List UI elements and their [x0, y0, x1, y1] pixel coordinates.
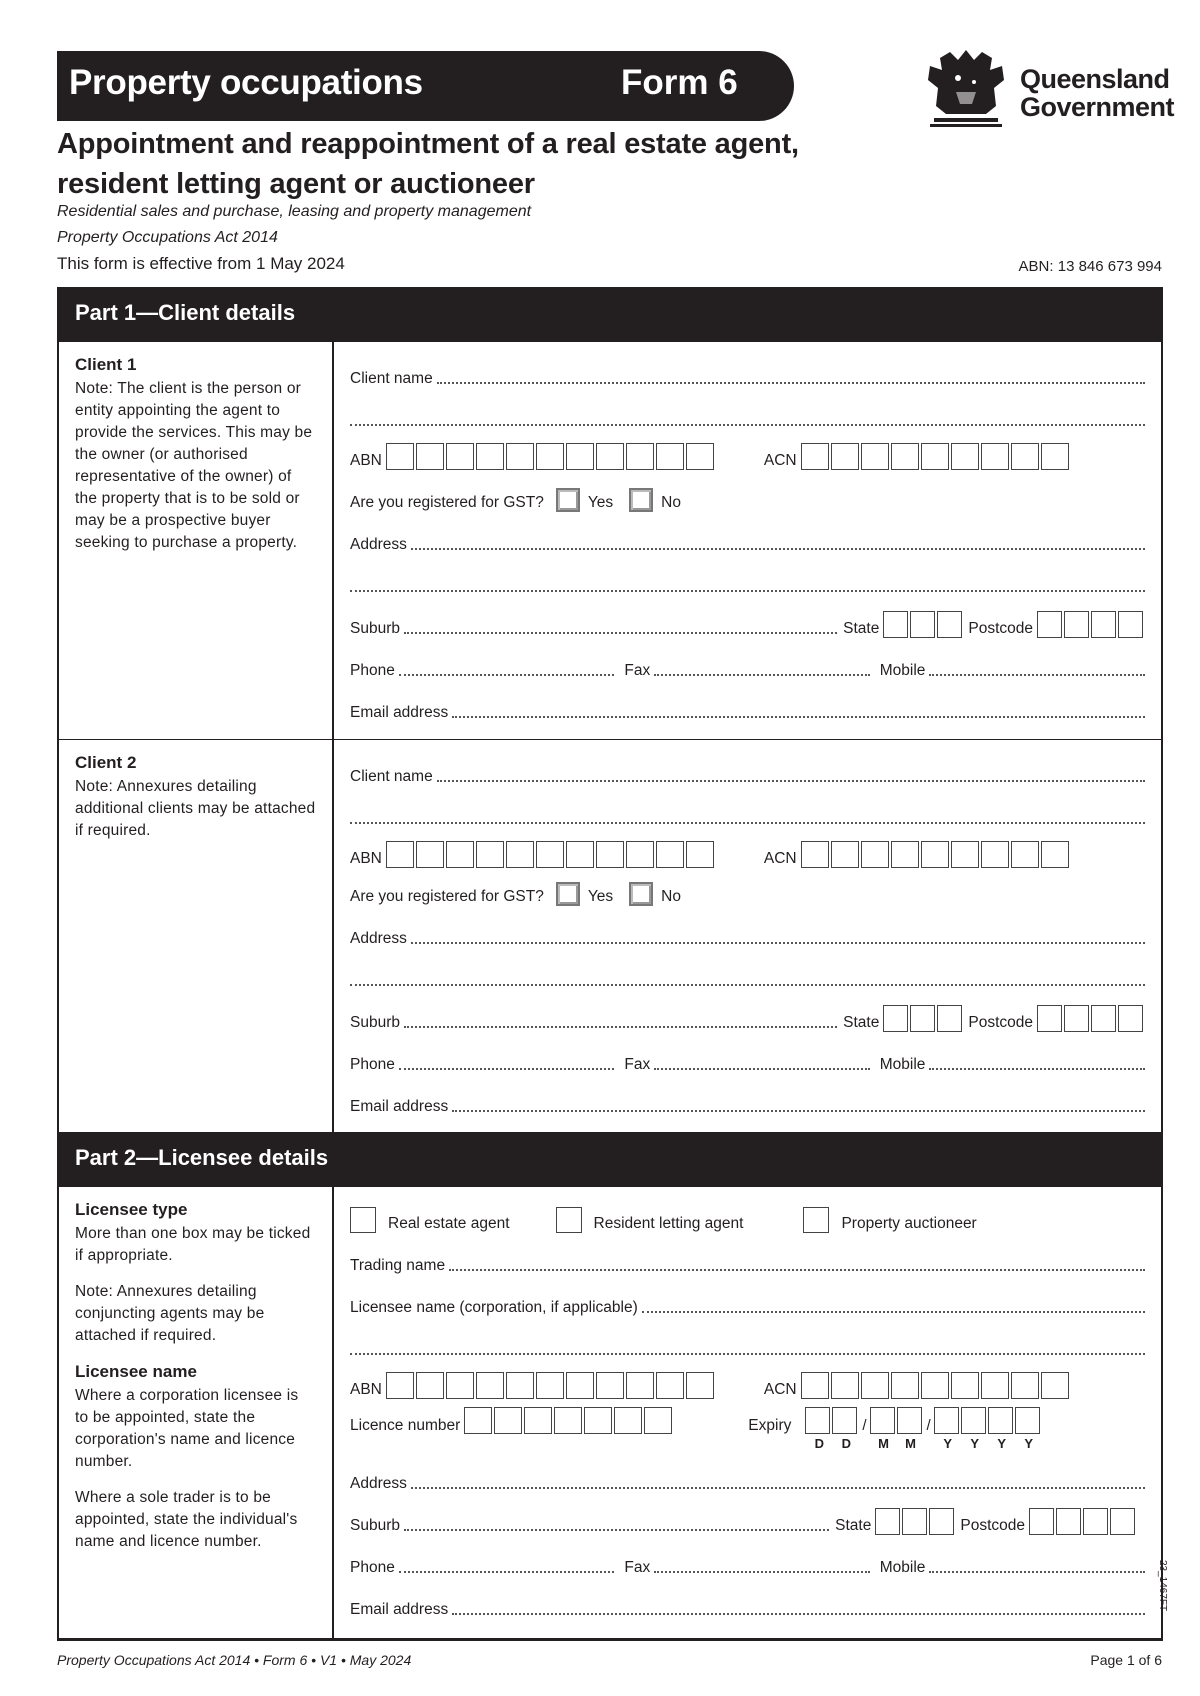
client1-suburb-row — [350, 596, 1145, 638]
government-abn: ABN: 13 846 673 994 — [1018, 258, 1162, 275]
mobile-label: Mobile — [879, 1056, 926, 1073]
client-name-label: Client name — [350, 768, 433, 785]
client1-abn-acn-row — [350, 430, 1145, 470]
licensee-email-row — [350, 1577, 1145, 1619]
expiry-month-label: M — [878, 1436, 889, 1451]
client1-mobile-input[interactable] — [929, 674, 1145, 676]
gst-no-label: No — [661, 494, 681, 511]
licensee-postcode-input[interactable] — [1029, 1508, 1137, 1535]
footer-reference: Property Occupations Act 2014 • Form 6 • V1 • May 2024 — [57, 1652, 412, 1668]
expiry-year-label: Y — [997, 1436, 1007, 1451]
abn-label: ABN — [350, 850, 382, 867]
client2-gst-no-checkbox[interactable] — [629, 882, 653, 906]
property-auctioneer-label: Property auctioneer — [841, 1215, 977, 1232]
client1-fax-input[interactable] — [654, 674, 870, 676]
client1-gst-row — [350, 470, 1145, 512]
postcode-label: Postcode — [960, 1517, 1025, 1534]
resident-letting-agent-checkbox[interactable] — [556, 1207, 582, 1233]
client2-name-row2 — [350, 786, 1145, 828]
licensee-acn-input[interactable] — [801, 1372, 1071, 1399]
client1-suburb-input[interactable] — [404, 632, 837, 634]
client2-name-row — [350, 752, 1145, 786]
client2-mobile-input[interactable] — [929, 1068, 1145, 1070]
part2-heading: Part 2—Licensee details — [59, 1132, 1161, 1187]
client2-gst-row — [350, 868, 1145, 906]
client1-email-input[interactable] — [452, 716, 1145, 718]
client2-fax-input[interactable] — [654, 1068, 870, 1070]
acn-label: ACN — [763, 1381, 797, 1398]
licensee-address-input[interactable] — [411, 1487, 1145, 1489]
real-estate-agent-checkbox[interactable] — [350, 1207, 376, 1233]
client1-postcode-input[interactable] — [1037, 611, 1145, 638]
client1-email-row — [350, 680, 1145, 722]
licensee-type-title: Licensee type — [75, 1200, 188, 1219]
client2-acn-input[interactable] — [801, 841, 1071, 868]
suburb-label: Suburb — [350, 1014, 400, 1031]
client2-section — [59, 739, 1161, 1132]
licensee-fields — [334, 1187, 1161, 1638]
expiry-date-input[interactable]: D D / M M / Y Y Y Y — [805, 1407, 1041, 1434]
page-number: Page 1 of 6 — [1090, 1652, 1162, 1668]
licensee-name-row2 — [350, 1317, 1145, 1359]
client1-note: Note: The client is the person or entity appointing the agent to provide the services. This may be the owner (or authorised representative of the owner) of the property that is to be sold or may be a prospective buyer seeking to purchase a property. — [75, 380, 313, 551]
licensee-abn-input[interactable] — [386, 1372, 716, 1399]
state-label: State — [843, 1014, 880, 1031]
licensee-sole-note: Where a sole trader is to be appointed, state the individual's name and licence number. — [75, 1489, 298, 1550]
client1-phone-row — [350, 638, 1145, 680]
licence-number-input[interactable] — [464, 1407, 674, 1434]
fax-label: Fax — [624, 662, 651, 679]
expiry-month-label: M — [905, 1436, 916, 1451]
licensee-name-row — [350, 1275, 1145, 1317]
phone-label: Phone — [350, 1056, 395, 1073]
client1-state-input[interactable] — [883, 611, 964, 638]
logo-text-government: Government — [1020, 92, 1175, 122]
client2-suburb-input[interactable] — [404, 1026, 837, 1028]
phone-label: Phone — [350, 1559, 395, 1576]
client1-fields — [334, 342, 1161, 739]
client2-address-input-line2[interactable] — [350, 984, 1145, 986]
client2-name-input-line2[interactable] — [350, 822, 1145, 824]
trading-name-row — [350, 1233, 1145, 1275]
address-label: Address — [350, 930, 407, 947]
licensee-state-input[interactable] — [875, 1508, 956, 1535]
client1-phone-input[interactable] — [399, 674, 615, 676]
licensee-fax-input[interactable] — [654, 1571, 870, 1573]
expiry-year-label: Y — [943, 1436, 953, 1451]
acn-label: ACN — [763, 850, 797, 867]
client2-phone-input[interactable] — [399, 1068, 615, 1070]
mobile-label: Mobile — [879, 1559, 926, 1576]
form-body — [57, 287, 1163, 1641]
client1-address-row — [350, 512, 1145, 554]
client2-phone-row — [350, 1032, 1145, 1074]
client2-fields — [334, 740, 1161, 1132]
gst-question: Are you registered for GST? — [350, 494, 544, 511]
licensee-name-input-line2[interactable] — [350, 1353, 1145, 1355]
client1-name-row2 — [350, 388, 1145, 430]
client2-gst-yes-checkbox[interactable] — [556, 882, 580, 906]
address-label: Address — [350, 1475, 407, 1492]
client1-address-row2 — [350, 554, 1145, 596]
client1-address-input-line2[interactable] — [350, 590, 1145, 592]
licensee-email-input[interactable] — [452, 1613, 1145, 1615]
abn-label: ABN — [350, 452, 382, 469]
client1-title: Client 1 — [75, 355, 137, 374]
abn-label: ABN — [350, 1381, 382, 1398]
phone-label: Phone — [350, 662, 395, 679]
licensee-mobile-input[interactable] — [929, 1571, 1145, 1573]
licensee-address-row — [350, 1451, 1145, 1493]
banner-title: Property occupations — [69, 63, 423, 102]
state-label: State — [843, 620, 880, 637]
client2-address-row — [350, 906, 1145, 948]
client1-abn-input[interactable] — [386, 443, 716, 470]
address-label: Address — [350, 536, 407, 553]
logo-text-queensland: Queensland — [1020, 64, 1170, 94]
licensee-name-input[interactable] — [642, 1311, 1145, 1313]
licensee-info — [59, 1187, 334, 1638]
client2-address-input[interactable] — [411, 942, 1145, 944]
suburb-label: Suburb — [350, 620, 400, 637]
client2-email-row — [350, 1074, 1145, 1116]
client1-gst-no-checkbox[interactable] — [629, 488, 653, 512]
form-number: Form 6 — [621, 63, 738, 102]
licensee-phone-row — [350, 1535, 1145, 1577]
licensee-name-title: Licensee name — [75, 1362, 197, 1381]
expiry-day-label: D — [814, 1436, 825, 1451]
client1-name-input[interactable] — [437, 382, 1145, 384]
licensee-name-label: Licensee name (corporation, if applicable) — [350, 1299, 638, 1316]
client2-abn-acn-row — [350, 828, 1145, 868]
gst-question: Are you registered for GST? — [350, 888, 544, 905]
act-name: Property Occupations Act 2014 — [57, 229, 278, 246]
resident-letting-agent-label: Resident letting agent — [593, 1215, 744, 1232]
client2-note: Note: Annexures detailing additional clients may be attached if required. — [75, 778, 316, 839]
postcode-label: Postcode — [968, 620, 1033, 637]
document-code: 23_1467FT — [1157, 1560, 1168, 1612]
acn-label: ACN — [763, 452, 797, 469]
client2-postcode-input[interactable] — [1037, 1005, 1145, 1032]
client2-title: Client 2 — [75, 753, 137, 772]
client2-name-input[interactable] — [437, 780, 1145, 782]
licensee-type-note: More than one box may be ticked if appropriate. — [75, 1225, 311, 1264]
licensee-suburb-row — [350, 1493, 1145, 1535]
licensee-annex-note: Note: Annexures detailing conjuncting agents may be attached if required. — [75, 1283, 265, 1344]
trading-name-label: Trading name — [350, 1257, 446, 1274]
client2-state-input[interactable] — [883, 1005, 964, 1032]
client1-info — [59, 342, 334, 739]
client-name-label: Client name — [350, 370, 433, 387]
expiry-year-label: Y — [1024, 1436, 1034, 1451]
coat-of-arms-icon — [920, 48, 1012, 132]
licensee-corp-note: Where a corporation licensee is to be appointed, state the corporation's name and licence number. — [75, 1387, 299, 1470]
client1-gst-yes-checkbox[interactable] — [556, 488, 580, 512]
licensee-type-row — [350, 1199, 1145, 1233]
part1-heading: Part 1—Client details — [59, 287, 1161, 342]
client2-email-input[interactable] — [452, 1110, 1145, 1112]
licence-number-label: Licence number — [350, 1417, 461, 1434]
email-label: Email address — [350, 704, 449, 721]
client2-info — [59, 740, 334, 1132]
document-title: Appointment and reappointment of a real estate agent, resident letting agent or auctioneer — [57, 128, 799, 200]
licensee-section — [59, 1187, 1161, 1638]
licence-expiry-row — [350, 1399, 1145, 1451]
licensee-abn-acn-row — [350, 1359, 1145, 1399]
form-banner — [57, 51, 794, 121]
gst-yes-label: Yes — [587, 494, 614, 511]
expiry-label: Expiry — [748, 1417, 792, 1434]
client2-abn-input[interactable] — [386, 841, 716, 868]
suburb-label: Suburb — [350, 1517, 400, 1534]
client1-name-input-line2[interactable] — [350, 424, 1145, 426]
licensee-suburb-input[interactable] — [404, 1529, 829, 1531]
mobile-label: Mobile — [879, 662, 926, 679]
client1-name-row — [350, 354, 1145, 388]
real-estate-agent-label: Real estate agent — [388, 1215, 510, 1232]
expiry-year-label: Y — [970, 1436, 980, 1451]
trading-name-input[interactable] — [449, 1269, 1145, 1271]
licensee-phone-input[interactable] — [399, 1571, 615, 1573]
client2-suburb-row — [350, 990, 1145, 1032]
client1-address-input[interactable] — [411, 548, 1145, 550]
postcode-label: Postcode — [968, 1014, 1033, 1031]
fax-label: Fax — [624, 1559, 651, 1576]
client1-section — [59, 342, 1161, 739]
effective-date: This form is effective from 1 May 2024 — [57, 254, 345, 273]
property-auctioneer-checkbox[interactable] — [803, 1207, 829, 1233]
email-label: Email address — [350, 1098, 449, 1115]
state-label: State — [835, 1517, 872, 1534]
gst-no-label: No — [661, 888, 681, 905]
client1-acn-input[interactable] — [801, 443, 1071, 470]
gst-yes-label: Yes — [587, 888, 614, 905]
queensland-government-logo — [920, 48, 1175, 134]
email-label: Email address — [350, 1601, 449, 1618]
document-subtitle: Residential sales and purchase, leasing and property management — [57, 203, 532, 220]
fax-label: Fax — [624, 1056, 651, 1073]
client2-address-row2 — [350, 948, 1145, 990]
expiry-day-label: D — [841, 1436, 852, 1451]
